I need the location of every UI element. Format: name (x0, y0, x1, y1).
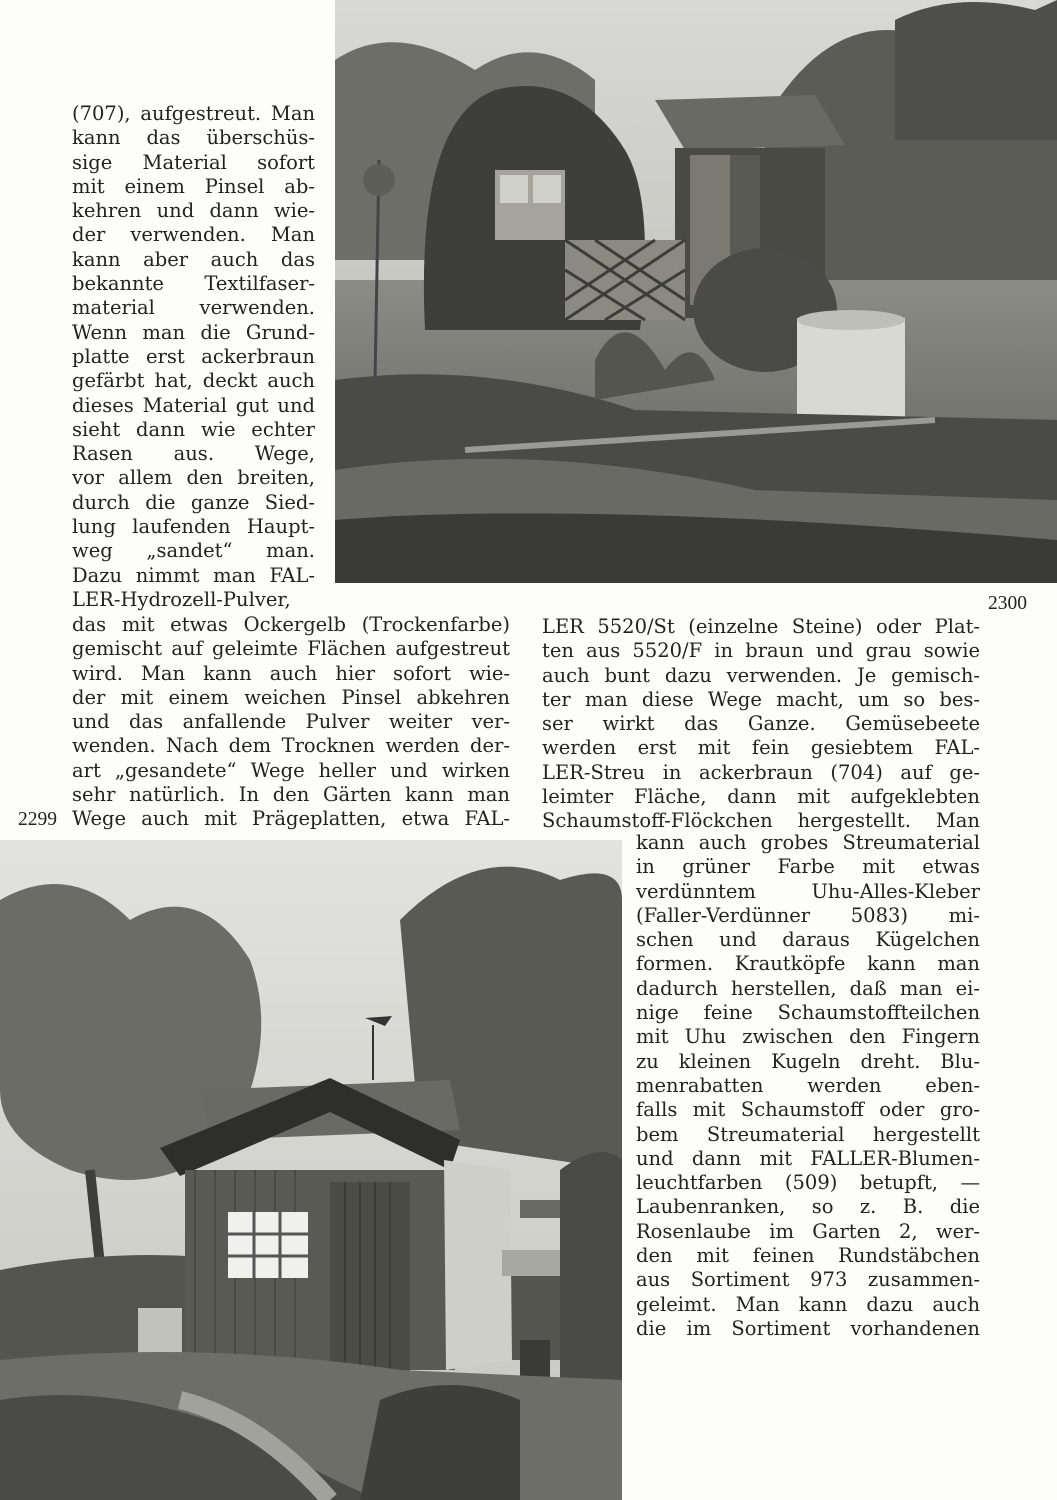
text-line: material verwenden. (72, 296, 315, 320)
text-line: wird. Man kann auch hier sofort wie- (72, 661, 510, 685)
text-line: sige Material sofort (72, 150, 315, 174)
text-line: schen und daraus Kügelchen (636, 928, 980, 952)
text-line: leimter Fläche, dann mit aufgeklebten (542, 785, 980, 809)
text-line: kehren und dann wie- (72, 199, 315, 223)
text-column-left-middle (72, 613, 510, 832)
text-line: ten aus 5520/F in braun und grau sowie (542, 639, 980, 663)
text-line: gefärbt hat, deckt auch (72, 369, 315, 393)
text-line: den mit feinen Rundstäbchen (636, 1244, 980, 1268)
figure-number-2299: 2299 (18, 809, 57, 830)
text-line: leuchtfarben (509) betupft, — (636, 1171, 980, 1195)
text-line: auch bunt dazu verwenden. Je gemisch- (542, 663, 980, 687)
text-line: Schaumstoff-Flöckchen hergestellt. Man (542, 809, 980, 833)
text-line: zu kleinen Kugeln dreht. Blu- (636, 1049, 980, 1073)
text-line: bem Streumaterial hergestellt (636, 1122, 980, 1146)
text-line: aus Sortiment 973 zusammen- (636, 1268, 980, 1292)
text-line: LER 5520/St (einzelne Steine) oder Plat- (542, 615, 980, 638)
text-line: werden erst mit fein gesiebtem FAL- (542, 736, 980, 760)
text-line: falls mit Schaumstoff oder gro- (636, 1098, 980, 1122)
text-line: mit einem Pinsel ab- (72, 174, 315, 198)
text-line: Wege auch mit Prägeplatten, etwa FAL- (72, 807, 510, 831)
text-line: durch die ganze Sied- (72, 490, 315, 514)
text-line: sehr natürlich. In den Gärten kann man (72, 783, 510, 807)
text-line: das mit etwas Ockergelb (Trockenfarbe) (72, 613, 510, 636)
text-line: Dazu nimmt man FAL- (72, 563, 315, 587)
text-line: ter man diese Wege macht, um so bes- (542, 687, 980, 711)
text-line: der mit einem weichen Pinsel abkehren (72, 685, 510, 709)
text-line: kann das überschüs- (72, 126, 315, 150)
text-line: Wenn man die Grund- (72, 320, 315, 344)
text-line: LER-Streu in ackerbraun (704) auf ge- (542, 760, 980, 784)
text-line: (707), aufgestreut. Man (72, 102, 315, 125)
text-line: vor allem den breiten, (72, 466, 315, 490)
text-line: dadurch herstellen, daß man ei- (636, 976, 980, 1000)
text-line: weg „sandet“ man. (72, 539, 315, 563)
text-line: und dann mit FALLER-Blumen- (636, 1146, 980, 1170)
text-line: Rosenlaube im Garten 2, wer- (636, 1219, 980, 1243)
text-line: kann aber auch das (72, 247, 315, 271)
text-line: bekannte Textilfaser- (72, 272, 315, 296)
text-line: platte erst ackerbraun (72, 344, 315, 368)
text-line: der verwenden. Man (72, 223, 315, 247)
text-column-left-top (72, 102, 315, 612)
text-line: geleimt. Man kann dazu auch (636, 1292, 980, 1316)
text-line: die im Sortiment vorhandenen (636, 1316, 980, 1340)
text-line: dieses Material gut und (72, 393, 315, 417)
photo-garden-shed-image (0, 840, 622, 1500)
text-line: wenden. Nach dem Trocknen werden der- (72, 734, 510, 758)
figure-number-2300: 2300 (988, 593, 1027, 614)
text-line: LER-Hydrozell-Pulver, (72, 587, 291, 611)
text-line: verdünntem Uhu-Alles-Kleber (636, 879, 980, 903)
text-line: und das anfallende Pulver weiter ver- (72, 710, 510, 734)
text-line: art „gesandete“ Wege heller und wirken (72, 758, 510, 782)
photo-garden-arbour (335, 0, 1057, 583)
photo-garden-shed (0, 840, 622, 1500)
text-column-right-bottom (636, 831, 980, 1341)
text-line: sieht dann wie echter (72, 417, 315, 441)
text-line: (Faller-Verdünner 5083) mi- (636, 903, 980, 927)
text-line: menrabatten werden eben- (636, 1073, 980, 1097)
photo-garden-arbour-image (335, 0, 1057, 583)
text-line: nige feine Schaumstoffteilchen (636, 1001, 980, 1025)
text-column-right-middle (542, 615, 980, 834)
text-line: lung laufenden Haupt- (72, 515, 315, 539)
text-line: formen. Krautköpfe kann man (636, 952, 980, 976)
text-line: mit Uhu zwischen den Fingern (636, 1025, 980, 1049)
text-line: kann auch grobes Streumaterial (636, 831, 980, 854)
text-line: Laubenranken, so z. B. die (636, 1195, 980, 1219)
text-line: ser wirkt das Ganze. Gemüsebeete (542, 712, 980, 736)
text-line: gemischt auf geleimte Flächen aufgestreut (72, 637, 510, 661)
text-line: in grüner Farbe mit etwas (636, 855, 980, 879)
text-line: Rasen aus. Wege, (72, 442, 315, 466)
